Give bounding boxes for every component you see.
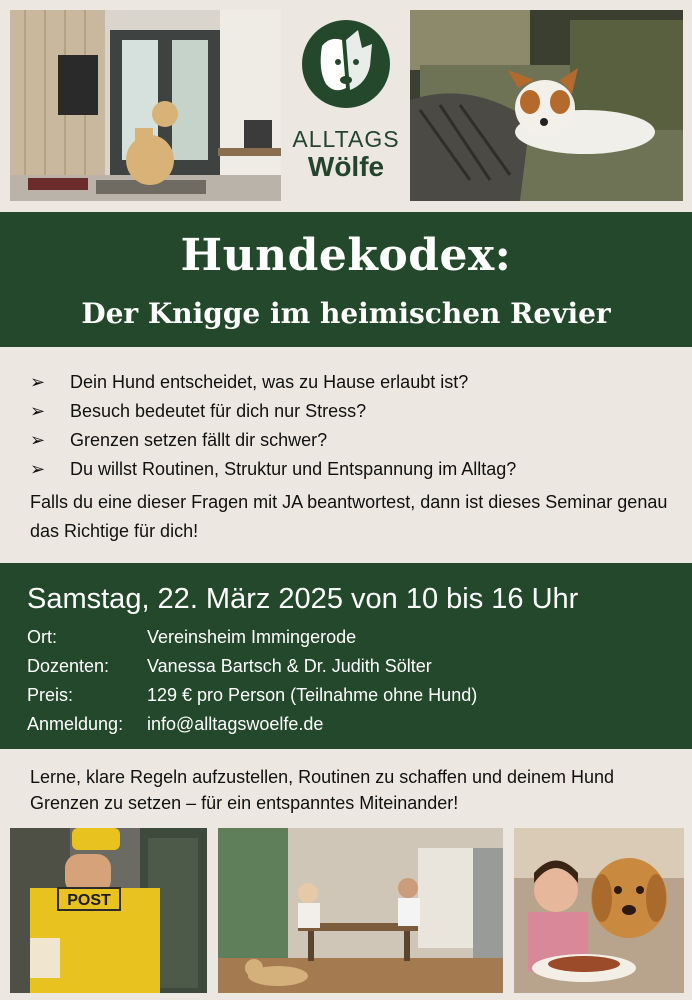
lecturers-value: Vanessa Bartsch & Dr. Judith Sölter xyxy=(147,656,432,676)
arrow-bullet-icon: ➢ xyxy=(30,430,46,450)
brand-logo xyxy=(290,12,402,202)
event-date: Samstag, 22. März 2025 von 10 bis 16 Uhr xyxy=(27,583,579,615)
price-row xyxy=(27,685,477,706)
brand-line-1: ALLTAGS xyxy=(292,126,400,152)
registration-label: Anmeldung: xyxy=(27,714,124,734)
girl-dog-photo xyxy=(514,828,684,993)
registration-row xyxy=(27,714,323,735)
sofa-terrier-photo xyxy=(410,10,683,201)
price-label: Preis: xyxy=(27,685,74,705)
question-list xyxy=(30,368,670,484)
registration-email[interactable]: info@alltagswoelfe.de xyxy=(147,714,324,734)
postman-photo xyxy=(10,828,207,993)
arrow-bullet-icon: ➢ xyxy=(30,401,46,421)
list-item xyxy=(30,426,670,455)
location-value: Vereinsheim Immingerode xyxy=(147,627,357,647)
list-item xyxy=(30,397,670,426)
hallway-dog-photo xyxy=(10,10,281,201)
price-value: 129 € pro Person (Teilnahme ohne Hund) xyxy=(147,685,478,705)
list-item xyxy=(30,368,670,397)
list-item xyxy=(30,455,670,484)
main-title: Hundekodex: xyxy=(180,230,512,281)
location-label: Ort: xyxy=(27,627,57,647)
lecturers-label: Dozenten: xyxy=(27,656,110,676)
intro-text: Falls du eine dieser Fragen mit JA beantwortest, dann ist dieses Seminar genau das Richtige für dich! xyxy=(30,492,668,541)
arrow-bullet-icon: ➢ xyxy=(30,459,46,479)
brand-line-2: Wölfe xyxy=(307,151,385,182)
event-details-band xyxy=(0,563,692,749)
family-kitchen-photo xyxy=(218,828,503,993)
title-band xyxy=(0,212,692,347)
lecturers-row xyxy=(27,656,432,677)
location-row xyxy=(27,627,356,648)
wolf-dog-logo-icon xyxy=(300,18,392,110)
question-text: Grenzen setzen fällt dir schwer? xyxy=(70,430,328,450)
question-text: Du willst Routinen, Struktur und Entspannung im Alltag? xyxy=(70,459,517,479)
closing-text: Lerne, klare Regeln aufzustellen, Routinen zu schaffen und deinem Hund Grenzen zu setzen – für ein entspanntes Miteinander! xyxy=(30,767,615,813)
post-sign: POST xyxy=(67,892,111,909)
question-text: Besuch bedeutet für dich nur Stress? xyxy=(70,401,367,421)
question-text: Dein Hund entscheidet, was zu Hause erlaubt ist? xyxy=(70,372,469,392)
arrow-bullet-icon: ➢ xyxy=(30,372,46,392)
subtitle: Der Knigge im heimischen Revier xyxy=(81,297,611,330)
